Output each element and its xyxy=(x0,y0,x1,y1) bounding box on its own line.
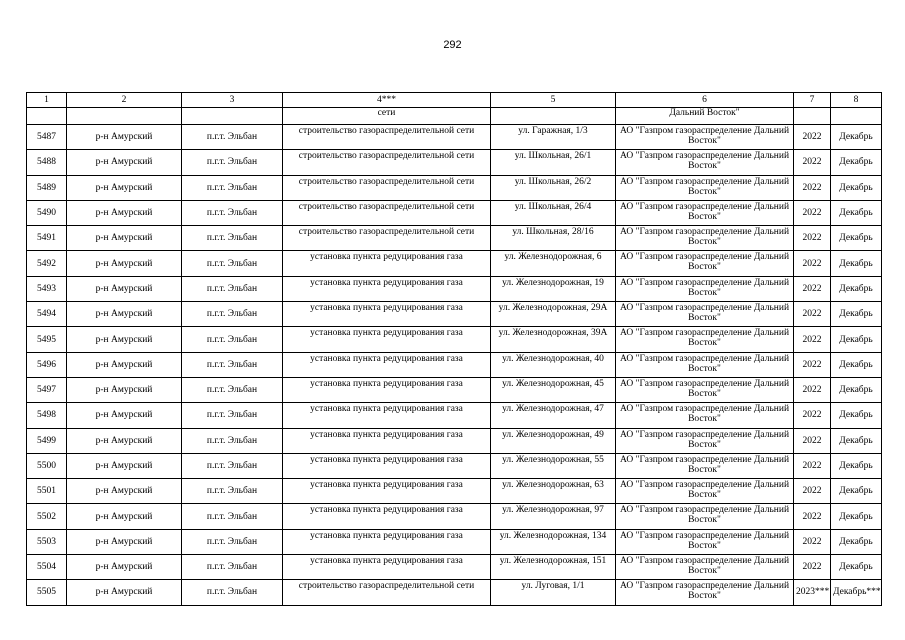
cell-work-type: строительство газораспределительной сети xyxy=(283,150,491,175)
cell-district: р-н Амурский xyxy=(67,302,182,327)
cell-address: ул. Железнодорожная, 39А xyxy=(491,327,616,352)
cell-organization: АО "Газпром газораспределение Дальний Восток" xyxy=(616,403,794,428)
cell-address: ул. Школьная, 26/2 xyxy=(491,175,616,200)
cell-settlement: п.г.т. Эльбан xyxy=(182,150,283,175)
cell-district: р-н Амурский xyxy=(67,200,182,225)
cell-month: Декабрь xyxy=(831,529,882,554)
cell-district xyxy=(67,108,182,125)
table-body xyxy=(27,93,882,606)
cell-address: ул. Гаражная, 1/3 xyxy=(491,125,616,150)
cell-year: 7 xyxy=(794,93,831,108)
cell-district: 2 xyxy=(67,93,182,108)
cell-settlement: п.г.т. Эльбан xyxy=(182,175,283,200)
cell-row-number: 5488 xyxy=(27,150,67,175)
cell-row-number: 5501 xyxy=(27,479,67,504)
cell-address: ул. Железнодорожная, 40 xyxy=(491,352,616,377)
cell-settlement: п.г.т. Эльбан xyxy=(182,529,283,554)
cell-address: ул. Железнодорожная, 49 xyxy=(491,428,616,453)
cell-district: р-н Амурский xyxy=(67,479,182,504)
table-row xyxy=(27,175,882,200)
table-row xyxy=(27,327,882,352)
cell-row-number xyxy=(27,108,67,125)
cell-address: ул. Железнодорожная, 134 xyxy=(491,529,616,554)
cell-work-type: установка пункта редуцирования газа xyxy=(283,276,491,301)
cell-settlement: п.г.т. Эльбан xyxy=(182,504,283,529)
cell-organization: АО "Газпром газораспределение Дальний Восток" xyxy=(616,200,794,225)
cell-year: 2022 xyxy=(794,504,831,529)
cell-row-number: 5499 xyxy=(27,428,67,453)
cell-district: р-н Амурский xyxy=(67,580,182,605)
cell-organization: АО "Газпром газораспределение Дальний Восток" xyxy=(616,479,794,504)
table-row xyxy=(27,453,882,478)
cell-address: ул. Железнодорожная, 151 xyxy=(491,555,616,580)
cell-row-number: 5498 xyxy=(27,403,67,428)
cell-address: ул. Железнодорожная, 55 xyxy=(491,453,616,478)
cell-work-type: установка пункта редуцирования газа xyxy=(283,327,491,352)
cell-work-type: строительство газораспределительной сети xyxy=(283,226,491,251)
cell-address: ул. Школьная, 28/16 xyxy=(491,226,616,251)
cell-settlement: п.г.т. Эльбан xyxy=(182,403,283,428)
cell-settlement: п.г.т. Эльбан xyxy=(182,276,283,301)
table-row xyxy=(27,555,882,580)
table-row xyxy=(27,302,882,327)
cell-district: р-н Амурский xyxy=(67,555,182,580)
cell-month: Декабрь xyxy=(831,150,882,175)
table-row xyxy=(27,529,882,554)
cell-year: 2023*** xyxy=(794,580,831,605)
cell-year: 2022 xyxy=(794,377,831,402)
cell-work-type: строительство газораспределительной сети xyxy=(283,125,491,150)
cell-month: Декабрь xyxy=(831,200,882,225)
cell-year: 2022 xyxy=(794,200,831,225)
cell-month: Декабрь xyxy=(831,377,882,402)
cell-work-type: установка пункта редуцирования газа xyxy=(283,504,491,529)
table-row xyxy=(27,352,882,377)
table-row xyxy=(27,580,882,605)
cell-settlement: п.г.т. Эльбан xyxy=(182,251,283,276)
cell-row-number: 5500 xyxy=(27,453,67,478)
cell-address: ул. Железнодорожная, 6 xyxy=(491,251,616,276)
cell-settlement: п.г.т. Эльбан xyxy=(182,428,283,453)
cell-row-number: 5490 xyxy=(27,200,67,225)
cell-district: р-н Амурский xyxy=(67,377,182,402)
cell-organization: АО "Газпром газораспределение Дальний Восток" xyxy=(616,352,794,377)
cell-district: р-н Амурский xyxy=(67,175,182,200)
cell-work-type: строительство газораспределительной сети xyxy=(283,580,491,605)
cell-month: Декабрь xyxy=(831,352,882,377)
cell-year: 2022 xyxy=(794,453,831,478)
cell-year: 2022 xyxy=(794,125,831,150)
cell-settlement: 3 xyxy=(182,93,283,108)
cell-year: 2022 xyxy=(794,555,831,580)
cell-district: р-н Амурский xyxy=(67,327,182,352)
table-row xyxy=(27,377,882,402)
cell-organization: АО "Газпром газораспределение Дальний Восток" xyxy=(616,226,794,251)
cell-year: 2022 xyxy=(794,175,831,200)
cell-settlement: п.г.т. Эльбан xyxy=(182,200,283,225)
table-row xyxy=(27,276,882,301)
cell-organization: АО "Газпром газораспределение Дальний Восток" xyxy=(616,428,794,453)
table-row xyxy=(27,428,882,453)
cell-organization: Дальний Восток" xyxy=(616,108,794,125)
cell-month: Декабрь xyxy=(831,403,882,428)
cell-year: 2022 xyxy=(794,327,831,352)
cell-organization: АО "Газпром газораспределение Дальний Восток" xyxy=(616,150,794,175)
cell-district: р-н Амурский xyxy=(67,529,182,554)
table-row xyxy=(27,125,882,150)
cell-year: 2022 xyxy=(794,428,831,453)
cell-row-number: 5494 xyxy=(27,302,67,327)
cell-address: ул. Железнодорожная, 47 xyxy=(491,403,616,428)
cell-organization: АО "Газпром газораспределение Дальний Восток" xyxy=(616,580,794,605)
cell-address: ул. Школьная, 26/4 xyxy=(491,200,616,225)
cell-district: р-н Амурский xyxy=(67,150,182,175)
cell-district: р-н Амурский xyxy=(67,226,182,251)
cell-row-number: 5496 xyxy=(27,352,67,377)
table-row xyxy=(27,200,882,225)
cell-settlement: п.г.т. Эльбан xyxy=(182,125,283,150)
cell-work-type: установка пункта редуцирования газа xyxy=(283,479,491,504)
cell-month: Декабрь xyxy=(831,276,882,301)
cell-month: Декабрь xyxy=(831,226,882,251)
cell-settlement xyxy=(182,108,283,125)
cell-month: Декабрь xyxy=(831,327,882,352)
cell-row-number: 5489 xyxy=(27,175,67,200)
cell-district: р-н Амурский xyxy=(67,352,182,377)
table-row xyxy=(27,226,882,251)
cell-row-number: 5497 xyxy=(27,377,67,402)
cell-settlement: п.г.т. Эльбан xyxy=(182,327,283,352)
cell-work-type: установка пункта редуцирования газа xyxy=(283,453,491,478)
cell-address: ул. Железнодорожная, 97 xyxy=(491,504,616,529)
cell-address: ул. Железнодорожная, 45 xyxy=(491,377,616,402)
cell-row-number: 5493 xyxy=(27,276,67,301)
cell-row-number: 5504 xyxy=(27,555,67,580)
cell-row-number: 5495 xyxy=(27,327,67,352)
cell-work-type: установка пункта редуцирования газа xyxy=(283,555,491,580)
cell-work-type: установка пункта редуцирования газа xyxy=(283,352,491,377)
cell-year: 2022 xyxy=(794,352,831,377)
cell-work-type: установка пункта редуцирования газа xyxy=(283,428,491,453)
cell-row-number: 5503 xyxy=(27,529,67,554)
cell-work-type: установка пункта редуцирования газа xyxy=(283,377,491,402)
cell-year: 2022 xyxy=(794,302,831,327)
cell-address xyxy=(491,108,616,125)
page-number: 292 xyxy=(443,39,462,51)
cell-work-type: сети xyxy=(283,108,491,125)
cell-work-type: установка пункта редуцирования газа xyxy=(283,302,491,327)
cell-year: 2022 xyxy=(794,479,831,504)
cell-organization: АО "Газпром газораспределение Дальний Восток" xyxy=(616,377,794,402)
table-row xyxy=(27,251,882,276)
cell-settlement: п.г.т. Эльбан xyxy=(182,453,283,478)
cell-settlement: п.г.т. Эльбан xyxy=(182,302,283,327)
cell-organization: АО "Газпром газораспределение Дальний Восток" xyxy=(616,251,794,276)
cell-district: р-н Амурский xyxy=(67,453,182,478)
cell-year: 2022 xyxy=(794,251,831,276)
cell-district: р-н Амурский xyxy=(67,125,182,150)
cell-month xyxy=(831,108,882,125)
cell-work-type: 4*** xyxy=(283,93,491,108)
cell-year: 2022 xyxy=(794,403,831,428)
cell-year xyxy=(794,108,831,125)
cell-organization: АО "Газпром газораспределение Дальний Восток" xyxy=(616,555,794,580)
cell-organization: 6 xyxy=(616,93,794,108)
cell-month: Декабрь xyxy=(831,479,882,504)
cell-work-type: установка пункта редуцирования газа xyxy=(283,251,491,276)
cell-year: 2022 xyxy=(794,276,831,301)
cell-month: Декабрь xyxy=(831,453,882,478)
cell-row-number: 5491 xyxy=(27,226,67,251)
cell-month: Декабрь xyxy=(831,175,882,200)
cell-settlement: п.г.т. Эльбан xyxy=(182,555,283,580)
cell-settlement: п.г.т. Эльбан xyxy=(182,226,283,251)
cell-organization: АО "Газпром газораспределение Дальний Восток" xyxy=(616,504,794,529)
header-row xyxy=(27,93,882,108)
cell-month: Декабрь xyxy=(831,251,882,276)
cell-organization: АО "Газпром газораспределение Дальний Восток" xyxy=(616,276,794,301)
cell-row-number: 5492 xyxy=(27,251,67,276)
cell-settlement: п.г.т. Эльбан xyxy=(182,580,283,605)
table-row xyxy=(27,504,882,529)
cell-district: р-н Амурский xyxy=(67,504,182,529)
cell-month: Декабрь xyxy=(831,504,882,529)
table-row xyxy=(27,403,882,428)
cell-month: Декабрь xyxy=(831,125,882,150)
gas-infrastructure-table xyxy=(26,92,882,606)
cell-address: 5 xyxy=(491,93,616,108)
cell-address: ул. Железнодорожная, 19 xyxy=(491,276,616,301)
cell-work-type: установка пункта редуцирования газа xyxy=(283,529,491,554)
cell-month: Декабрь xyxy=(831,428,882,453)
table-row xyxy=(27,150,882,175)
cell-month: Декабрь*** xyxy=(831,580,882,605)
cell-address: ул. Железнодорожная, 29А xyxy=(491,302,616,327)
cell-district: р-н Амурский xyxy=(67,403,182,428)
cell-month: 8 xyxy=(831,93,882,108)
cell-row-number: 5505 xyxy=(27,580,67,605)
cell-year: 2022 xyxy=(794,150,831,175)
cell-address: ул. Железнодорожная, 63 xyxy=(491,479,616,504)
cell-district: р-н Амурский xyxy=(67,428,182,453)
cell-month: Декабрь xyxy=(831,555,882,580)
cell-row-number: 5487 xyxy=(27,125,67,150)
cell-address: ул. Луговая, 1/1 xyxy=(491,580,616,605)
cell-work-type: строительство газораспределительной сети xyxy=(283,175,491,200)
continuation-row xyxy=(27,108,882,125)
cell-year: 2022 xyxy=(794,529,831,554)
cell-row-number: 1 xyxy=(27,93,67,108)
cell-row-number: 5502 xyxy=(27,504,67,529)
cell-district: р-н Амурский xyxy=(67,276,182,301)
cell-organization: АО "Газпром газораспределение Дальний Восток" xyxy=(616,529,794,554)
cell-address: ул. Школьная, 26/1 xyxy=(491,150,616,175)
cell-district: р-н Амурский xyxy=(67,251,182,276)
cell-work-type: строительство газораспределительной сети xyxy=(283,200,491,225)
cell-work-type: установка пункта редуцирования газа xyxy=(283,403,491,428)
cell-settlement: п.г.т. Эльбан xyxy=(182,377,283,402)
cell-settlement: п.г.т. Эльбан xyxy=(182,352,283,377)
cell-organization: АО "Газпром газораспределение Дальний Восток" xyxy=(616,125,794,150)
cell-year: 2022 xyxy=(794,226,831,251)
cell-organization: АО "Газпром газораспределение Дальний Восток" xyxy=(616,175,794,200)
cell-month: Декабрь xyxy=(831,302,882,327)
cell-organization: АО "Газпром газораспределение Дальний Восток" xyxy=(616,327,794,352)
cell-settlement: п.г.т. Эльбан xyxy=(182,479,283,504)
cell-organization: АО "Газпром газораспределение Дальний Восток" xyxy=(616,302,794,327)
table-row xyxy=(27,479,882,504)
cell-organization: АО "Газпром газораспределение Дальний Восток" xyxy=(616,453,794,478)
